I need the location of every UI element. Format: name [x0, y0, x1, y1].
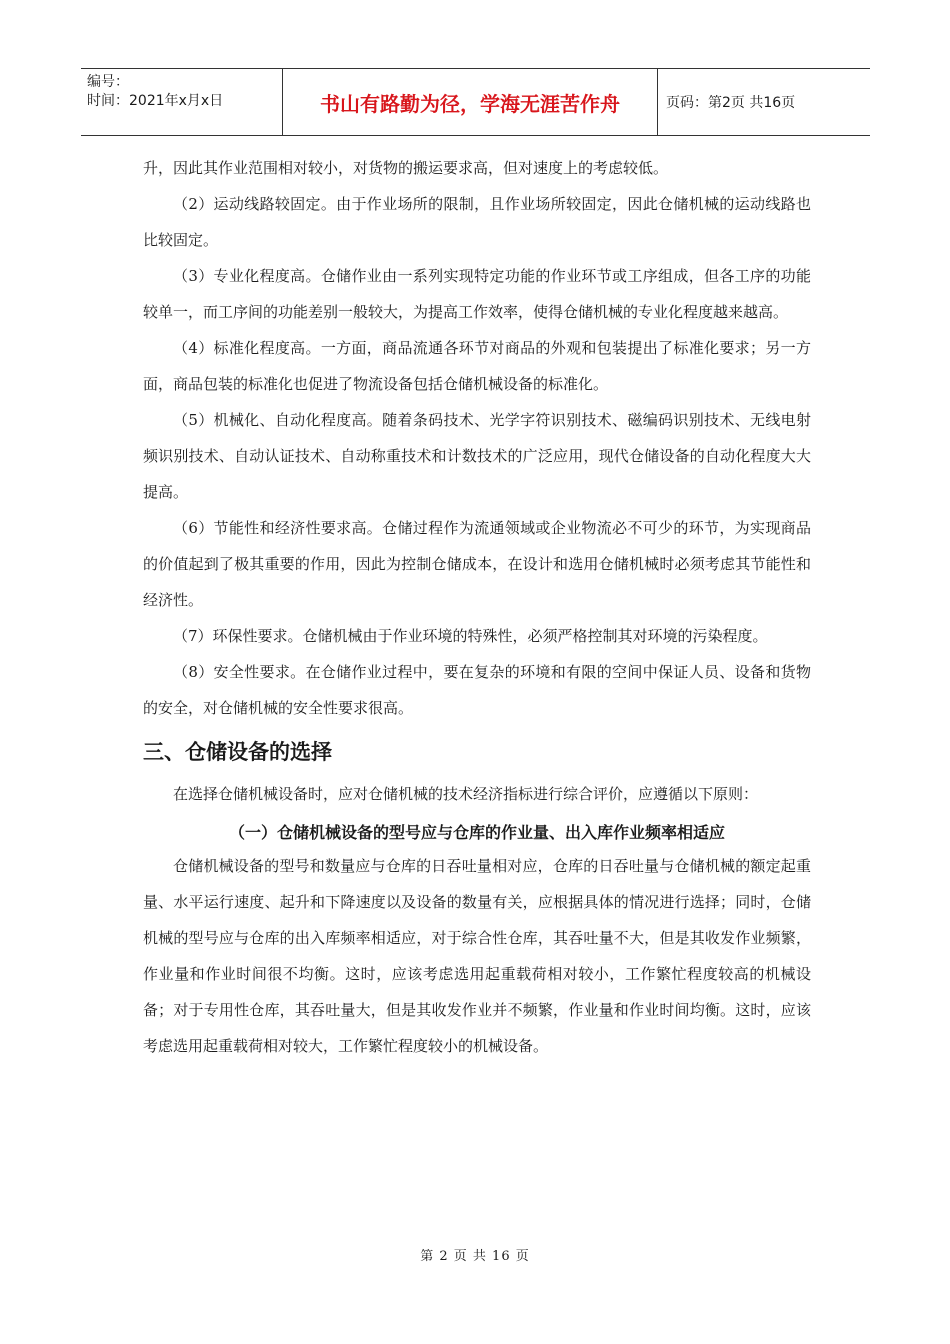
page-footer: 第 2 页 共 16 页: [420, 1249, 530, 1264]
paragraph-continuation: 升，因此其作业范围相对较小，对货物的搬运要求高，但对速度上的考虑较低。: [143, 159, 669, 177]
header-motto: 书山有路勤为径，学海无涯苦作舟: [283, 69, 658, 135]
paragraph-item-7: （7）环保性要求。仓储机械由于作业环境的特殊性，必须严格控制其对环境的污染程度。: [173, 627, 768, 645]
document-body: [143, 150, 811, 1064]
paragraph-item-8: （8）安全性要求。在仓储作业过程中，要在复杂的环境和有限的空间中保证人员、设备和货物的安全，对仓储机械的安全性要求很高。: [143, 663, 811, 717]
number-label: 编号：: [87, 74, 129, 90]
paragraph-item-2: （2）运动线路较固定。由于作业场所的限制，且作业场所较固定，因此仓储机械的运动线路也比较固定。: [143, 195, 811, 249]
paragraph-item-3: （3）专业化程度高。仓储作业由一系列实现特定功能的作业环节或工序组成，但各工序的功能较单一，而工序间的功能差别一般较大，为提高工作效率，使得仓储机械的专业化程度越来越高。: [143, 267, 811, 321]
section-heading: 三、仓储设备的选择: [143, 740, 332, 764]
header-meta: [81, 69, 283, 135]
subsection-heading: （一）仓储机械设备的型号应与仓库的作业量、出入库作业频率相适应: [228, 823, 725, 842]
paragraph-detail: 仓储机械设备的型号和数量应与仓库的日吞吐量相对应，仓库的日吞吐量与仓储机械的额定起重量、水平运行速度、起升和下降速度以及设备的数量有关，应根据具体的情况进行选择；同时，仓储机械的型号应与仓库的出入库频率相适应，对于综合性仓库，其吞吐量不大，但是其收发作业频繁，作业量和作业时间很不均衡。这时，应该考虑选用起重载荷相对较小，工作繁忙程度较高的机械设备；对于专用性仓库，其吞吐量大，但是其收发作业并不频繁，作业量和作业时间均衡。这时，应该考虑选用起重载荷相对较大，工作繁忙程度较小的机械设备。: [143, 857, 811, 1055]
page-header: [81, 68, 870, 136]
date-label: 时间：2021年x月x日: [87, 93, 224, 109]
paragraph-item-6: （6）节能性和经济性要求高。仓储过程作为流通领域或企业物流必不可少的环节，为实现商品的价值起到了极其重要的作用，因此为控制仓储成本，在设计和选用仓储机械时必须考虑其节能性和经济性。: [143, 519, 811, 609]
header-page-info: 页码：第2页 共16页: [666, 95, 796, 111]
paragraph-item-4: （4）标准化程度高。一方面，商品流通各环节对商品的外观和包装提出了标准化要求；另一方面，商品包装的标准化也促进了物流设备包括仓储机械设备的标准化。: [143, 339, 811, 393]
paragraph-intro: 在选择仓储机械设备时，应对仓储机械的技术经济指标进行综合评价，应遵循以下原则：: [173, 785, 759, 803]
paragraph-item-5: （5）机械化、自动化程度高。随着条码技术、光学字符识别技术、磁编码识别技术、无线电射频识别技术、自动认证技术、自动称重技术和计数技术的广泛应用，现代仓储设备的自动化程度大大提高。: [143, 411, 811, 501]
